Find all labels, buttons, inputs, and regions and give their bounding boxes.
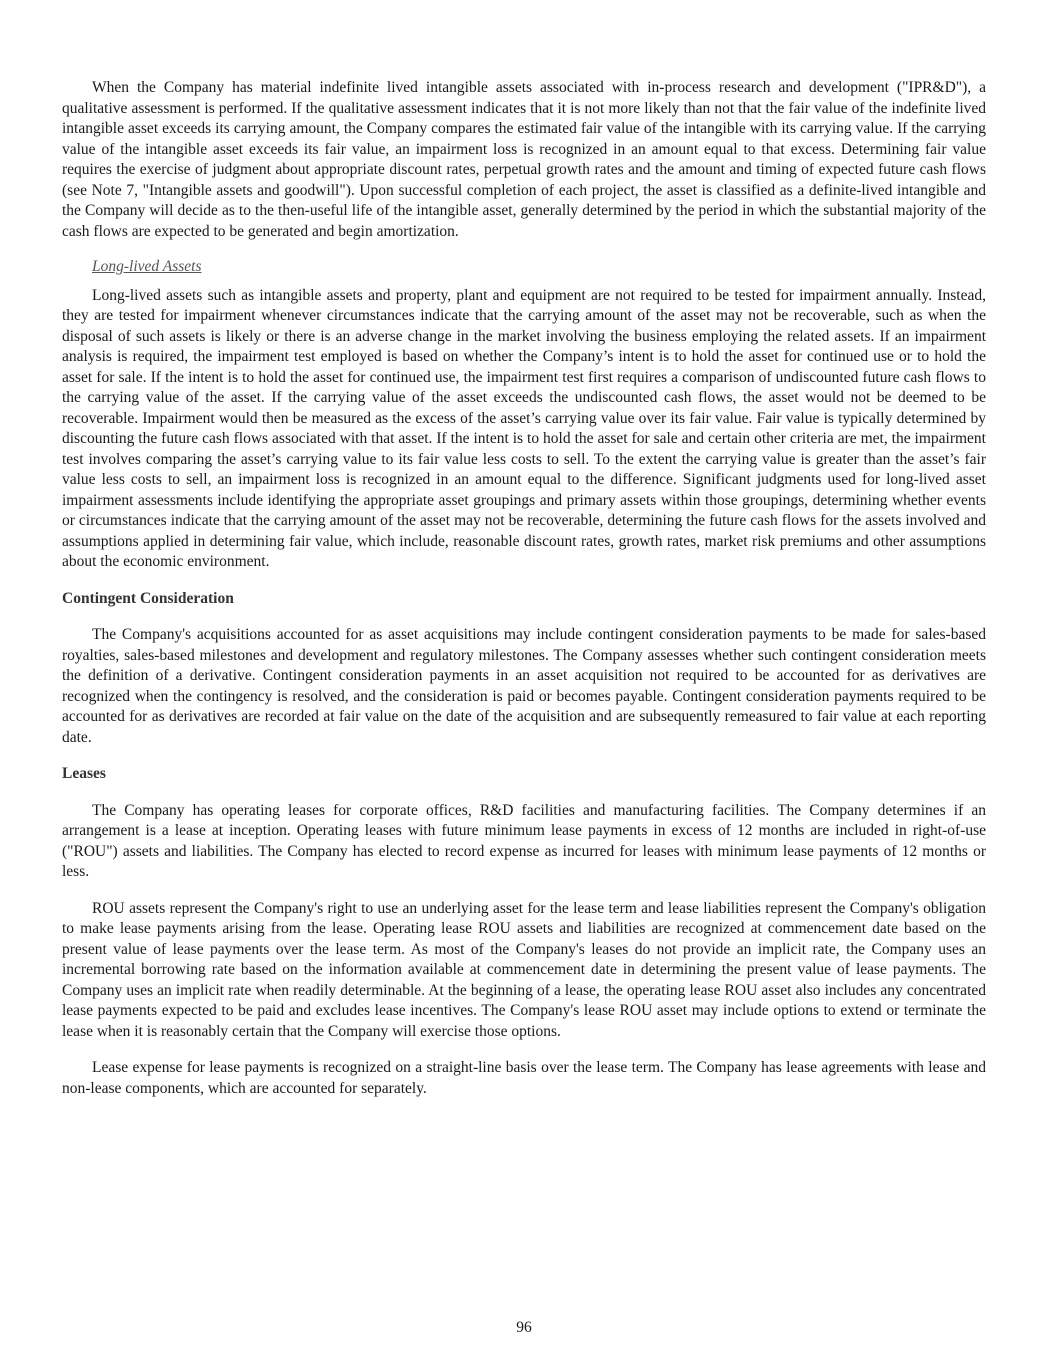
heading-leases: Leases	[62, 765, 106, 782]
document-page	[62, 78, 986, 1099]
heading-contingent-consideration: Contingent Consideration	[62, 589, 234, 607]
paragraph-long-lived-assets: Long-lived assets such as intangible assets and property, plant and equipment are not required to be tested for impairment annually. Instead, they are tested for impairment whenever circumstances indicate that the carrying amount of the asset may not be recoverable, such as when the disposal of such assets is likely or there is an adverse change in the market involving the business employing the related assets. If an impairment analysis is required, the impairment test employed is based on whether the Company’s intent is to hold the asset for continued use or to hold the asset for sale. If the intent is to hold the asset for continued use, the impairment test first requires a comparison of undiscounted future cash flows to the carrying value of the asset. If the carrying value of the asset exceeds the undiscounted cash flows, the asset would not be deemed to be recoverable. Impairment would then be measured as the excess of the asset’s carrying value over its fair value. Fair value is typically determined by discounting the future cash flows associated with that asset. If the intent is to hold the asset for sale and certain other criteria are met, the impairment test involves comparing the asset’s carrying value to its fair value less costs to sell. To the extent the carrying value is greater than the asset’s fair value less costs to sell, an impairment loss is recognized in an amount equal to the difference. Significant judgments used for long-lived asset impairment assessments include identifying the appropriate asset groupings and primary assets within those groupings, determining whether events or circumstances indicate that the carrying amount of the asset may not be recoverable, determining the future cash flows for the assets involved and assumptions applied in determining fair value, which include, reasonable discount rates, growth rates, market risk premiums and other assumptions about the economic environment.	[62, 286, 986, 570]
paragraph-leases-expense: Lease expense for lease payments is recognized on a straight-line basis over the lease term. The Company has lease agreements with lease and non-lease components, which are accounted for separately.	[62, 1059, 986, 1097]
paragraph-leases-intro: The Company has operating leases for corporate offices, R&D facilities and manufacturing facilities. The Company determines if an arrangement is a lease at inception. Operating leases with future minimum lease payments in excess of 12 months are included in right-of-use ("ROU") assets and liabilities. The Company has elected to record expense as incurred for leases with minimum lease payments of 12 months or less.	[62, 801, 986, 880]
page-number: 96	[516, 1319, 532, 1336]
paragraph-leases-rou: ROU assets represent the Company's right to use an underlying asset for the lease term and lease liabilities represent the Company's obligation to make lease payments arising from the lease. Operating lease ROU assets and liabilities are recognized at commencement date based on the present value of lease payments over the lease term. As most of the Company's leases do not provide an implicit rate, the Company uses an incremental borrowing rate based on the information available at commencement date in determining the present value of lease payments. The Company uses an implicit rate when readily determinable. At the beginning of a lease, the operating lease ROU asset also includes any concentrated lease payments expected to be paid and excludes lease incentives. The Company's lease ROU asset may include options to extend or terminate the lease when it is reasonably certain that the Company will exercise those options.	[62, 899, 986, 1040]
subheading-long-lived-assets: Long-lived Assets	[92, 258, 202, 275]
paragraph-contingent-consideration: The Company's acquisitions accounted for as asset acquisitions may include contingent consideration payments to be made for sales-based royalties, sales-based milestones and development and regulatory milestones. The Company assesses whether such contingent consideration meets the definition of a derivative. Contingent consideration payments in an asset acquisition not required to be accounted for as derivatives are recognized when the contingency is resolved, and the consideration is paid or becomes payable. Contingent consideration payments required to be accounted for as derivatives are recorded at fair value on the date of the acquisition and are subsequently remeasured to fair value at each reporting date.	[62, 626, 986, 746]
paragraph-iprd: When the Company has material indefinite lived intangible assets associated with in-process research and development ("IPR&D"), a qualitative assessment is performed. If the qualitative assessment indicates that it is not more likely than not that the fair value of the indefinite lived intangible asset exceeds its carrying amount, the Company compares the estimated fair value of the intangible with its carrying value. If the carrying value of the intangible asset exceeds its fair value, an impairment loss is recognized in an amount equal to that excess. Determining fair value requires the exercise of judgment about appropriate discount rates, perpetual growth rates and the amount and timing of expected future cash flows (see Note 7, "Intangible assets and goodwill"). Upon successful completion of each project, the asset is classified as a definite-lived intangible and the Company will decide as to the then-useful life of the intangible asset, generally determined by the period in which the substantial majority of the cash flows are expected to be generated and begin amortization.	[62, 79, 986, 240]
